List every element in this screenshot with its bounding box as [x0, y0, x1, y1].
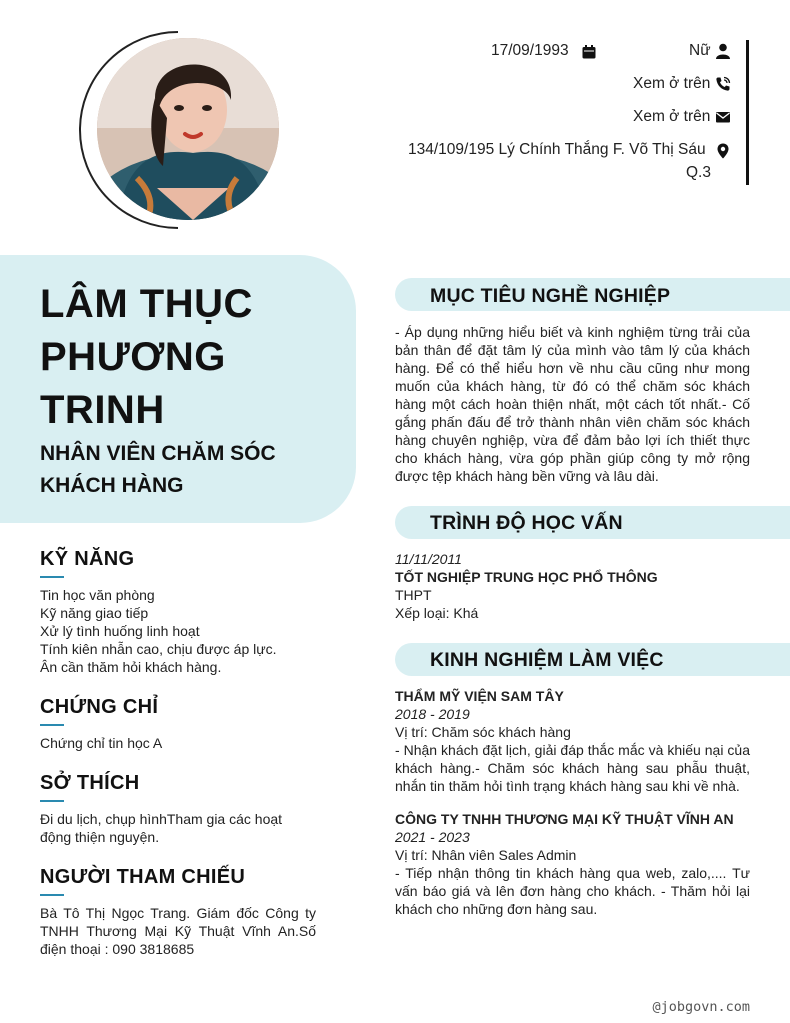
job-period: 2021 - 2023 — [395, 829, 470, 845]
job-company: THẨM MỸ VIỆN SAM TÂY — [395, 688, 564, 704]
envelope-icon — [715, 109, 731, 125]
education-heading: TRÌNH ĐỘ HỌC VẤN — [430, 512, 623, 534]
references-text: Bà Tô Thị Ngọc Trang. Giám đốc Công ty TNHH Thương Mại Kỹ Thuật Vĩnh An.Số điện thoại : 090 3818685 — [40, 905, 316, 957]
job-description: - Nhận khách đặt lịch, giải đáp thắc mắc và khiếu nại của khách hàng.- Chăm sóc khách hàng sau phẫu thuật, nhắn tin thăm hỏi tình trạng khách hàng sau khi về nhà. — [395, 742, 750, 794]
job-title: NHÂN VIÊN CHĂM SÓC KHÁCH HÀNG — [40, 442, 276, 497]
list-item: Xử lý tình huống linh hoạt — [40, 623, 200, 639]
job-company: CÔNG TY TNHH THƯƠNG MẠI KỸ THUẬT VĨNH AN — [395, 811, 734, 827]
experience-heading: KINH NGHIỆM LÀM VIỆC — [430, 649, 664, 671]
education-degree: TỐT NGHIỆP TRUNG HỌC PHỔ THÔNG — [395, 569, 658, 585]
job-entry — [395, 687, 750, 795]
education-entry — [395, 550, 750, 622]
job-position: Vị trí: Chăm sóc khách hàng — [395, 724, 571, 740]
avatar — [97, 38, 279, 220]
candidate-name: LÂM THỤC PHƯƠNG TRINH — [40, 282, 253, 432]
hobbies-text: Đi du lịch, chụp hìnhTham gia các hoạt động thiện nguyện. — [40, 811, 283, 845]
education-school: THPT — [395, 587, 432, 603]
hobbies-underline — [40, 800, 64, 802]
phone-text: Xem ở trên — [633, 75, 711, 92]
phone-icon — [715, 76, 731, 92]
education-date: 11/11/2011 — [395, 551, 462, 567]
certificates-text: Chứng chỉ tin học A — [40, 735, 163, 751]
location-pin-icon — [715, 143, 731, 159]
birthday-text: 17/09/1993 — [491, 42, 569, 59]
job-entry — [395, 810, 750, 918]
skills-underline — [40, 576, 64, 578]
list-item: Tính kiên nhẫn cao, chịu được áp lực. — [40, 641, 277, 657]
education-grade: Xếp loại: Khá — [395, 605, 479, 621]
gender-text: Nữ — [689, 42, 711, 59]
skills-list — [40, 586, 316, 676]
email-text: Xem ở trên — [633, 108, 711, 125]
references-heading: NGƯỜI THAM CHIẾU — [40, 866, 246, 888]
job-description: - Tiếp nhận thông tin khách hàng qua web, zalo,.... Tư vấn báo giá và lên đơn hàng cho khách. - Thăm hỏi lại khách cho những đơn hàng sau. — [395, 865, 750, 917]
hobbies-heading: SỞ THÍCH — [40, 772, 140, 794]
person-icon — [715, 43, 731, 59]
list-item: Ân cần thăm hỏi khách hàng. — [40, 659, 222, 675]
watermark: @jobgovn.com — [652, 999, 750, 1015]
certificates-heading: CHỨNG CHỈ — [40, 696, 159, 718]
references-underline — [40, 894, 64, 896]
calendar-icon — [581, 44, 597, 60]
list-item: Tin học văn phòng — [40, 587, 155, 603]
skills-heading: KỸ NĂNG — [40, 548, 135, 570]
address-line2: Q.3 — [686, 164, 711, 181]
certificates-underline — [40, 724, 64, 726]
objective-heading: MỤC TIÊU NGHỀ NGHIỆP — [430, 285, 671, 307]
job-period: 2018 - 2019 — [395, 706, 470, 722]
contact-divider — [746, 40, 749, 185]
list-item: Kỹ năng giao tiếp — [40, 605, 149, 621]
job-position: Vị trí: Nhân viên Sales Admin — [395, 847, 577, 863]
objective-text: - Áp dụng những hiểu biết và kinh nghiệm từng trải của bản thân để đặt tâm lý của mình vào tâm lý của khách hàng. Để có thể hiểu hơn về nhu cầu cũng như mong muốn của khách hàng, từ đó có thể chăm sóc khách hàng một cách hoàn thiện nhất, một cách tốt nhất.- Cố gắng phấn đấu để trở thành nhân viên chăm sóc khách hàng chuyên nghiệp, vừa để đảm bảo lợi ích thiết thực cho khách hàng, vừa góp phần giúp công ty mở rộng được tệp khách hàng bền vững và lâu dài. — [395, 324, 750, 484]
address-line1: 134/109/195 Lý Chính Thắng F. Võ Thị Sáu — [408, 141, 706, 158]
